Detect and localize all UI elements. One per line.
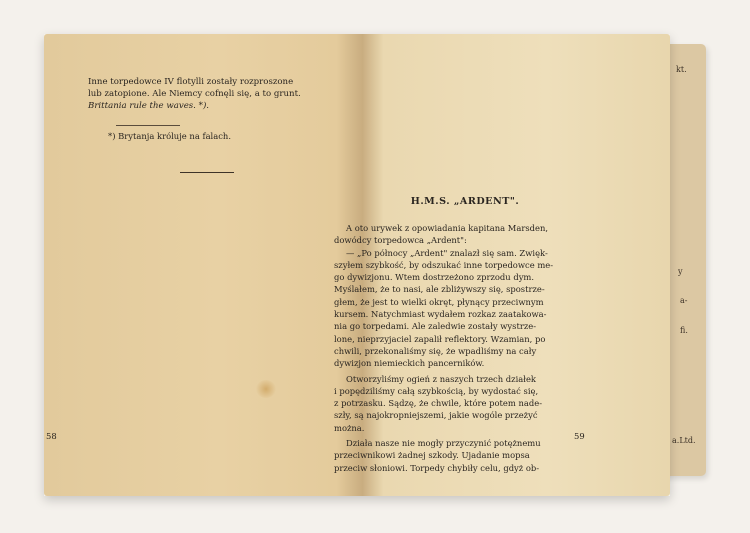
text-line: go dywizjonu. Wtem dostrzeżono zprzodu dym.: [334, 272, 535, 283]
edge-fragment: a.Ltd.: [672, 436, 696, 445]
text-line: szyłem szybkość, by odszukać inne torpedowce me-: [334, 259, 554, 270]
paper-stain: [256, 380, 276, 398]
section-end-rule: [180, 172, 234, 173]
text-line: dywizjon niemieckich pancerników.: [334, 358, 485, 369]
text-line: przeciwnikowi żadnej szkody. Ujadanie mopsa: [334, 450, 530, 461]
text-line: Inne torpedowce IV flotylli zostały rozproszone: [88, 77, 294, 87]
text-line: Brittania rule the waves. *).: [88, 101, 210, 111]
text-line: z potrzasku. Sądzę, że chwile, które potem nade-: [334, 398, 543, 409]
text-line: Działa nasze nie mogły przyczynić potężnemu: [346, 438, 541, 449]
footnote-rule: [116, 125, 180, 126]
text-line: lub zatopione. Ale Niemcy cofnęli się, a to grunt.: [88, 89, 301, 99]
text-line: i popędziliśmy całą szybkością, by wydostać się,: [334, 385, 539, 396]
text-line: szły, są najokropniejszemi, jakie wogóle przeżyć: [334, 410, 538, 421]
text-line: — „Po północy „Ardent" znalazł się sam. Zwięk-: [346, 247, 548, 258]
text-line: lone, nieprzyjaciel zapalił reflektory. Wzamian, po: [334, 333, 546, 344]
text-line: przeciw słoniowi. Torpedy chybiły celu, gdyż ob-: [334, 462, 540, 473]
text-line: nia go torpedami. Ale zaledwie zostały wystrze-: [334, 321, 537, 332]
text-line: głem, że jest to wielki okręt, płynący przeciwnym: [334, 296, 544, 307]
text-line: można.: [334, 422, 365, 433]
text-line: Myślałem, że to nasi, ale zbliżywszy się, spostrze-: [334, 284, 545, 295]
text-line: kursem. Natychmiast wydałem rozkaz zaatakowa-: [334, 309, 547, 320]
page-number-right: 59: [574, 431, 585, 441]
footnote: *) Brytanja króluje na falach.: [108, 131, 231, 141]
left-page: [44, 34, 362, 496]
chapter-title: H.M.S. „ARDENT".: [410, 196, 520, 207]
text-line: A oto urywek z opowiadania kapitana Marsden,: [346, 223, 549, 233]
edge-fragment: fi.: [680, 326, 688, 335]
edge-fragment: y: [678, 267, 683, 276]
edge-fragment: kt.: [676, 65, 687, 74]
text-line: dowódcy torpedowca „Ardent":: [334, 235, 467, 246]
text-line: chwili, przekonaliśmy się, że wpadliśmy na cały: [334, 345, 537, 356]
left-paragraph: [88, 76, 338, 112]
edge-fragment: a-: [680, 296, 688, 305]
page-number-left: 58: [46, 431, 57, 441]
right-page-text: [334, 222, 594, 474]
text-line: Otworzyliśmy ogień z naszych trzech działek: [346, 373, 536, 384]
